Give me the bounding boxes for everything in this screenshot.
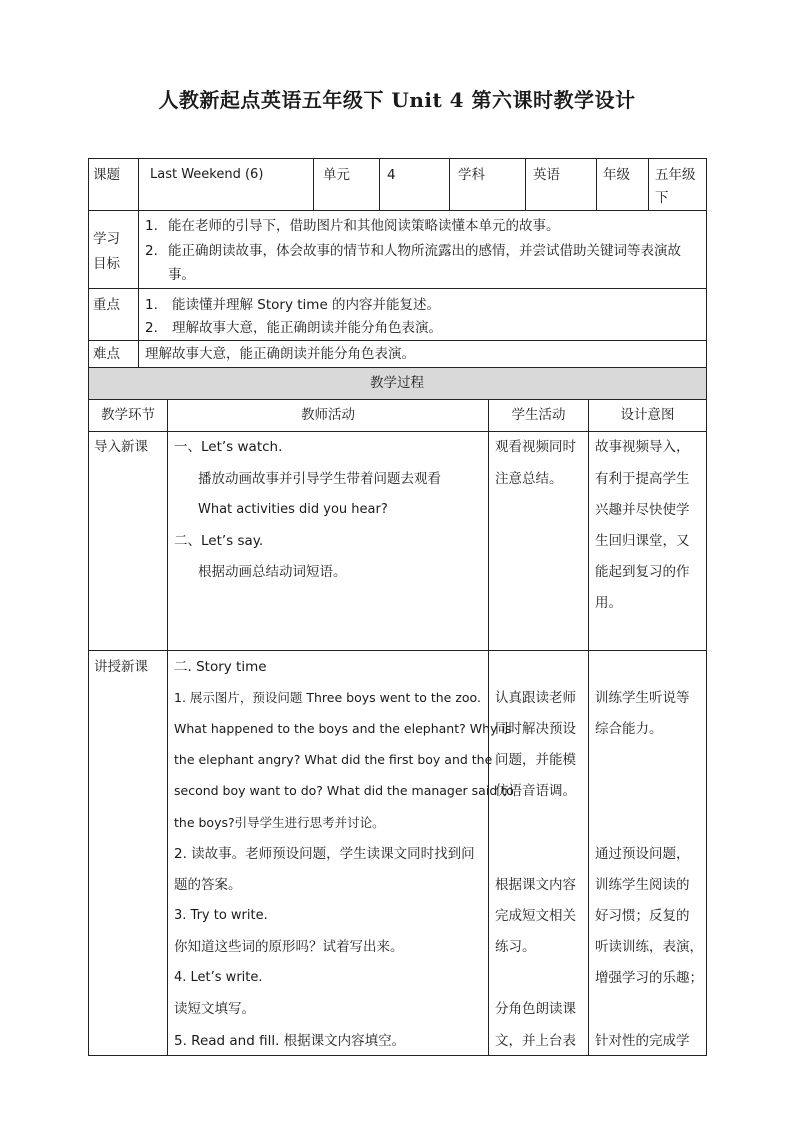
table-col-rule — [313, 158, 314, 210]
process-heading: 教学过程 — [370, 375, 424, 391]
difficulties-text: 理解故事大意，能正确朗读并能分角色表演。 — [145, 346, 415, 362]
objective-text: 能正确朗读故事，体会故事的情节和人物所流露出的感情，并尝试借助关键词等表演故 — [168, 243, 681, 259]
teacher-line: 一、Let’s watch. — [174, 439, 283, 455]
stage-label: 导入新课 — [94, 439, 148, 455]
page-title: 人教新起点英语五年级下 Unit 4 第六课时教学设计 — [158, 88, 636, 112]
table-col-rule — [138, 210, 139, 367]
table-col-rule — [379, 158, 380, 210]
subject-label: 学科 — [458, 167, 485, 183]
intent-line: 综合能力。 — [595, 721, 663, 737]
column-header: 教学环节 — [101, 407, 155, 423]
teacher-line: 根据动画总结动词短语。 — [198, 564, 347, 580]
student-line: 仿语音语调。 — [495, 783, 576, 799]
objective-num: 2. — [145, 243, 158, 259]
key-point-num: 2. — [145, 320, 158, 336]
teacher-line: the boys?引导学生进行思考并讨论。 — [174, 815, 385, 830]
teacher-line: second boy want to do? What did the manager said to — [174, 783, 514, 798]
teacher-line: 1. 展示图片，预设问题 Three boys went to the zoo. — [174, 690, 481, 705]
intent-line: 增强学习的乐趣； — [595, 970, 703, 986]
teacher-line: What happened to the boys and the elephant? Why is — [174, 721, 512, 736]
table-col-rule — [596, 158, 597, 210]
student-line: 分角色朗读课 — [495, 1001, 576, 1017]
unit-value: 4 — [387, 167, 396, 183]
stage-label: 讲授新课 — [94, 659, 148, 675]
teacher-line: 2. 读故事。老师预设问题，学生读课文同时找到问 — [174, 846, 475, 862]
teacher-line: What activities did you hear? — [198, 502, 388, 517]
objectives-label: 学习 — [93, 231, 120, 247]
table-border-top — [88, 158, 707, 159]
teacher-line: 读短文填写。 — [174, 1001, 255, 1017]
objective-text-cont: 事。 — [168, 267, 195, 283]
intent-line: 用。 — [595, 595, 622, 611]
table-rule — [88, 210, 707, 211]
table-rule — [88, 650, 707, 651]
grade-value: 五年级 — [655, 167, 696, 183]
student-line: 观看视频同时 — [495, 439, 576, 455]
table-col-rule — [167, 399, 168, 1056]
column-header: 学生活动 — [511, 407, 566, 423]
grade-value-cont: 下 — [655, 190, 669, 206]
student-line: 根据课文内容 — [495, 877, 576, 893]
student-line: 练习。 — [495, 939, 536, 955]
intent-line: 生回归课堂，又 — [595, 533, 690, 549]
intent-line: 通过预设问题， — [595, 846, 690, 862]
student-line: 同时解决预设 — [495, 721, 576, 737]
key-points-label: 重点 — [93, 297, 120, 313]
teacher-line: the elephant angry? What did the first boy and the — [174, 752, 493, 767]
teacher-line: 5. Read and fill. 根据课文内容填空。 — [174, 1033, 406, 1049]
teacher-line: 播放动画故事并引导学生带着问题去观看 — [198, 471, 441, 487]
teacher-line: 3. Try to write. — [174, 908, 268, 923]
table-col-rule — [449, 158, 450, 210]
intent-line: 故事视频导入， — [595, 439, 690, 455]
key-point-text: 能读懂并理解 Story time 的内容并能复述。 — [172, 297, 441, 313]
key-point-num: 1. — [145, 297, 158, 313]
intent-line: 有利于提高学生 — [595, 471, 690, 487]
table-rule — [88, 340, 707, 341]
intent-line: 训练学生听说等 — [595, 690, 690, 706]
unit-label: 单元 — [323, 167, 350, 183]
teacher-line: 二. Story time — [174, 659, 267, 675]
objective-num: 1. — [145, 218, 158, 234]
column-header: 教师活动 — [301, 407, 355, 423]
subject-value: 英语 — [533, 167, 560, 183]
objectives-label-cont: 目标 — [93, 256, 120, 272]
intent-line: 好习惯；反复的 — [595, 908, 690, 924]
table-rule — [88, 431, 707, 432]
table-rule — [88, 367, 707, 368]
key-point-text: 理解故事大意，能正确朗读并能分角色表演。 — [172, 320, 442, 336]
column-header: 设计意图 — [620, 407, 675, 423]
intent-line: 能起到复习的作 — [595, 564, 690, 580]
table-col-rule — [525, 158, 526, 210]
student-line: 认真跟读老师 — [495, 690, 576, 706]
intent-line: 针对性的完成学 — [595, 1033, 690, 1049]
intent-line: 兴趣并尽快使学 — [595, 502, 690, 518]
topic-label: 课题 — [93, 167, 120, 183]
objective-text: 能在老师的引导下，借助图片和其他阅读策略读懂本单元的故事。 — [168, 218, 560, 234]
table-col-rule — [138, 158, 139, 210]
intent-line: 听读训练，表演， — [595, 939, 703, 955]
table-rule — [88, 399, 707, 400]
table-col-rule — [588, 399, 589, 1056]
topic-value: Last Weekend (6) — [150, 167, 264, 182]
difficulties-label: 难点 — [93, 346, 120, 362]
intent-line: 训练学生阅读的 — [595, 877, 690, 893]
student-line: 完成短文相关 — [495, 908, 576, 924]
teacher-line: 题的答案。 — [174, 877, 242, 893]
table-rule — [88, 288, 707, 289]
student-line: 文，并上台表 — [495, 1033, 576, 1049]
grade-label: 年级 — [603, 167, 630, 183]
teacher-line: 你知道这些词的原形吗？试着写出来。 — [174, 939, 404, 955]
student-line: 注意总结。 — [495, 471, 563, 487]
table-border-bottom — [88, 1055, 707, 1056]
table-col-rule — [648, 158, 649, 210]
table-border-left — [88, 158, 89, 1056]
student-line: 问题，并能模 — [495, 752, 576, 768]
teacher-line: 4. Let’s write. — [174, 970, 263, 985]
teacher-line: 二、Let’s say. — [174, 533, 264, 549]
table-border-right — [706, 158, 707, 1056]
